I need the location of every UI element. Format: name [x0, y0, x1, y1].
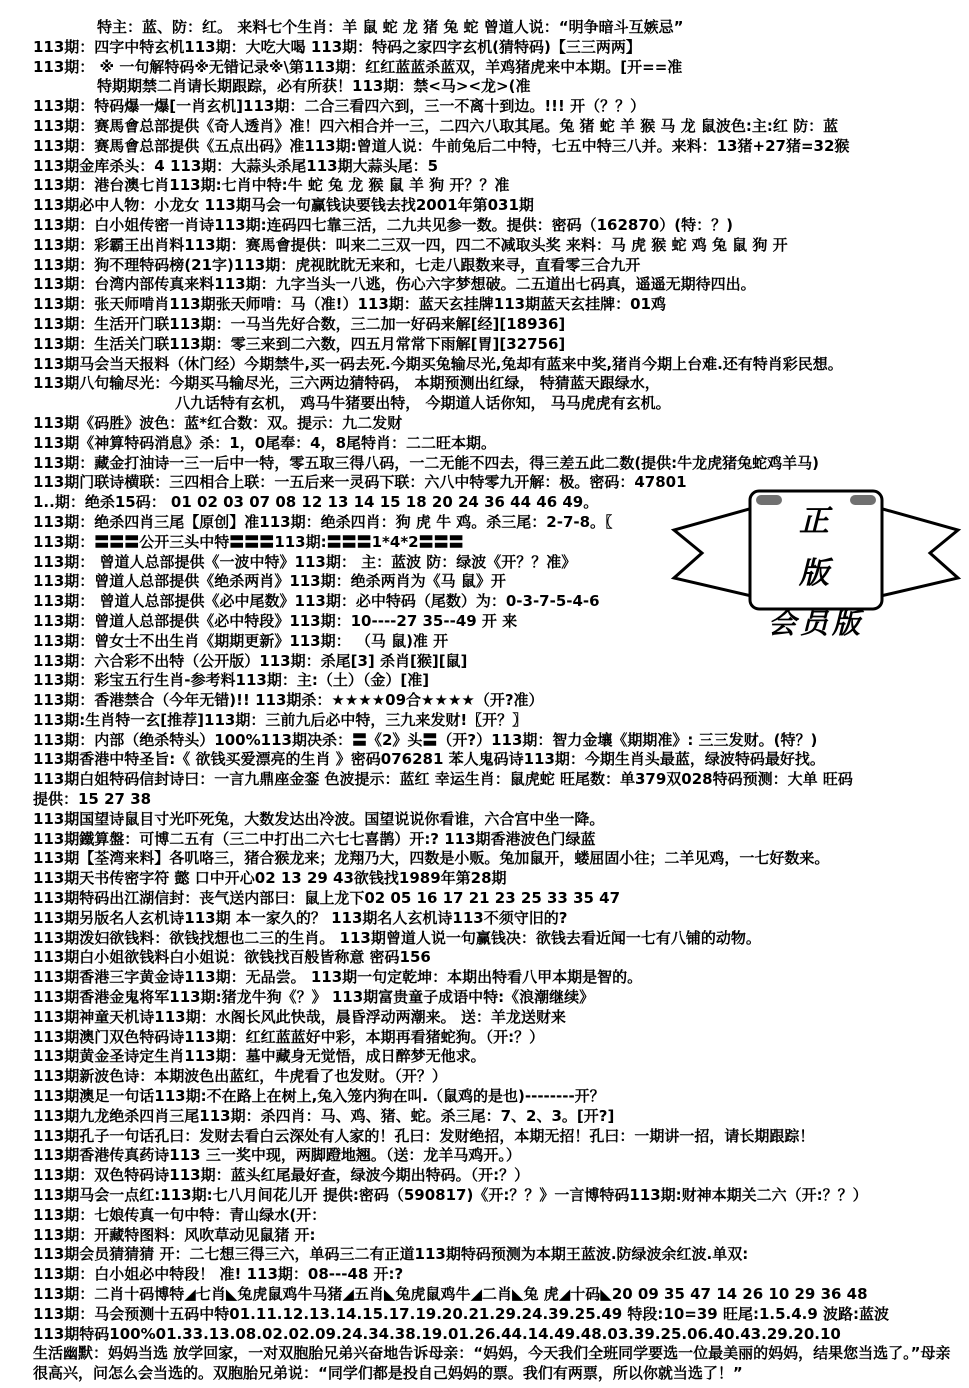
text-line: 八九话特有玄机， 鸡马牛猪要出特， 今期道人话你知， 马马虎虎有玄机。 [175, 394, 671, 413]
text-line: 113期：生活开门联113期：一马当先好合数，三二加一好码来解[经][18936] [33, 314, 566, 333]
text-line: 113期黄金圣诗定生肖113期：墓中藏身无觉悟，成日醉梦无他求。 [33, 1047, 486, 1066]
text-line: 113期：赛馬會总部提供《奇人透肖》准！四六相合并一三，二四六八取其尾。兔 猪 蛇 羊 猴 马 龙 鼠波色:主:红 防：蓝 [33, 116, 839, 135]
text-line: 113期：曾道人总部提供《绝杀两肖》113期：绝杀两肖为《马 鼠》开 [33, 572, 506, 591]
text-line: 113期孔子一句话孔曰：发财去看白云深处有人家的！孔曰：发财绝招，本期无招！孔曰：一期讲一招，请长期跟踪！ [33, 1126, 815, 1145]
text-line: 113期：生活关门联113期：零三来到二六数，四五月常常下雨解[胃][32756] [33, 334, 566, 353]
text-line: 113期国望诗鼠目寸光吓死兔，大数发达出冷波。国望说说你看谁，六合宫中坐一降。 [33, 809, 605, 828]
text-line: 113期香港三字黄金诗113期：无品尝。 113期一句定乾坤：本期出特看八甲本期是智的。 [33, 968, 643, 987]
text-line: 113期：台湾内部传真来料113期：九字当头一八逃，伤心六字梦想破。二五道出七码真，遥遥无期待四出。 [33, 275, 756, 294]
text-line: 113期白姐特码信封诗曰：一言九鼎座金銮 色波提示：蓝红 幸运生肖：鼠虎蛇 旺尾数：单379双028特码预测：大单 旺码 [33, 770, 853, 789]
text-line: 113期天书传密字符 懿 口中开心02 13 29 43欲钱找1989年第28期 [33, 869, 507, 888]
text-line: 113期：港台澳七肖113期:七肖中特:牛 蛇 兔 龙 猴 鼠 羊 狗 开？？准 [33, 176, 510, 195]
text-line: 113期必中人物：小龙女 113期马会一句赢钱诀要钱去找2001年第031期 [33, 196, 534, 215]
text-line: 113期【荃湾来料】各叽咯三，猪合猴龙来；龙翔乃大，四数是小贩。兔加鼠开，蝼屈固小往；二羊见鸡，一七好数来。 [33, 849, 830, 868]
text-line: 生活幽默：妈妈当选 放学回家，一对双胞胎兄弟兴奋地告诉母亲：“妈妈，今天我们全班同学要选一位最美丽的妈妈，结果您当选了。”母亲很高兴，问怎么会当选的。双胞胎兄弟说：“同学们都是投自己妈妈的票。我们有两票，所以你就当选了！” [33, 1344, 951, 1383]
text-line: 113期特码出江湖信封：丧气送内部曰：鼠上龙下02 05 16 17 21 23 25 33 35 47 [33, 889, 621, 908]
text-line: 113期：狗不理特码榜(21字)113期：虎视眈眈无来和，七走八跟数来寻，直看零三合九开 [33, 255, 641, 274]
text-line: 113期：〓〓〓公开三头中特〓〓〓113期:〓〓〓1*4*2〓〓〓 [33, 532, 464, 551]
text-line: 113期：双色特码诗113期：蓝头红尾最好查，绿波今期出特码。（开:？） [33, 1166, 530, 1185]
text-line: 113期：开藏特图料：风吹草动见鼠猪 开: [33, 1225, 316, 1244]
banner-text [750, 496, 882, 640]
text-line: 113期：赛馬會总部提供《五点出码》准113期:曾道人说：牛前兔后二中特，七五中特三八并。来料：13猪+27猪=32猴 [33, 136, 850, 155]
text-line: 113期香港中特圣旨:《 欲钱买爱漂亮的生肖 》密码076281 苯人鬼码诗113期：今期生肖头最蓝，绿波特码最好找。 [33, 750, 825, 769]
text-line: 113期鐵算盤：可博二五有（三二中打出二六七七喜鹊）开:? 113期香港波色门绿蓝 [33, 829, 596, 848]
banner-line-huiyuanban: 会员版 [767, 607, 864, 640]
text-line: 特主：蓝、防：红。 来料七个生肖：羊 鼠 蛇 龙 猪 兔 蛇 曾道人说：“明争暗斗互嫉忌” [97, 18, 684, 36]
text-line: 113期香港金鬼将军113期:猪龙牛狗《？》 113期富贵童子成语中特:《浪潮继续》 [33, 988, 595, 1007]
text-line: 113期马会一点红:113期:七八月间花儿开 提供:密码（590817)《开:？？》一言博特码113期:财神本期关二六（开:？？） [33, 1186, 868, 1205]
text-line: 113期白小姐欲钱料白小姐说：欲钱找百般皆称意 密码156 [33, 948, 431, 967]
text-line: 113期金库杀头：4 113期：大蒜头杀尾113期大蒜头尾：5 [33, 156, 439, 175]
text-line: 113期香港传真药诗113 三一奖中现，两脚蹬地翘。（送：龙羊马鸡开。） [33, 1146, 521, 1165]
text-line: 113期：绝杀四肖三尾【原创】准113期：绝杀四肖：狗 虎 牛 鸡。杀三尾：2-7-8。〖 [33, 512, 613, 531]
text-line: 113期：马会预测十五码中特01.11.12.13.14.15.17.19.20.21.29.24.39.25.49 特段:10=39 旺尾:1.5.4.9 波路:蓝波 [33, 1304, 890, 1323]
text-lines [33, 18, 965, 1384]
text-line: 提供：15 27 38 [33, 790, 152, 809]
text-line: 113期八句输尽光：今期买马输尽光，三六两边猜特码， 本期预测出红绿， 特猜蓝天跟绿水， [33, 374, 660, 393]
text-line: 113期：七娘传真一句中特：青山绿水(开： [33, 1205, 327, 1224]
text-line: 特期期禁二肖请长期跟踪，必有所获！113期：禁<马><龙>(准 [97, 77, 531, 96]
text-line: 113期：特码爆一爆[一肖玄机]113期：二合三看四六到，三一不离十到边。!!! 开（？？） [33, 97, 646, 116]
text-line: 113期：六合彩不出特（公开版）113期：杀尾[3] 杀肖[猴][鼠] [33, 651, 468, 670]
text-line: 113期：张天师啃肖113期张天师啃：马（准!）113期：蓝天玄挂牌113期蓝天玄挂牌：01鸡 [33, 295, 666, 314]
text-line: 113期神童天机诗113期：水阁长风此快哉，晨昏浮动两潮来。 送：羊龙送财来 [33, 1007, 566, 1026]
text-line: 113期：藏金打油诗一三一后中一特，零五取三得八码，一二无能不四去，得三差五此二数(提供:牛龙虎猪兔蛇鸡羊马) [33, 453, 820, 472]
text-line: 113期： 曾道人总部提供《一波中特》113期： 主：蓝波 防：绿波《开？？准》 [33, 552, 577, 571]
text-line: 113期泼妇欲钱料：欲钱找想也二三的生肖。 113期曾道人说一句赢钱决：欲钱去看近闻一七有八铺的动物。 [33, 928, 761, 947]
text-line: 113期： 曾道人总部提供《必中尾数》113期：必中特码（尾数）为：0-3-7-5-4-6 [33, 592, 600, 611]
text-line: 113期九龙绝杀四肖三尾113期：杀四肖：马、鸡、猪、蛇。杀三尾：7、2、3。[开?] [33, 1106, 615, 1125]
text-line: 113期：内部（绝杀特头）100%113期决杀：〓《2》头〓（开?）113期：智力金壤《期期准》: 三三发财。(特？) [33, 730, 818, 749]
member-edition-banner [670, 486, 962, 640]
text-line: 113期：彩宝五行生肖-参考料113期：主:（土）（金）[准] [33, 671, 430, 690]
banner-line-zhengban: 正版 [799, 504, 855, 591]
text-line: 113期澳足一句话113期:不在路上在树上,兔入笼内狗在叫.（鼠鸡的是也)--------开？ [33, 1087, 605, 1106]
text-line: 113期会员猜猜猜 开：二七想三得三六，单码三二有正道113期特码预测为本期王蓝波.防绿波余红波.单双: [33, 1245, 749, 1264]
text-line: 113期特码100%01.33.13.08.02.02.09.24.34.38.19.01.26.44.14.49.48.03.39.25.06.40.43.29.20.10 [33, 1324, 841, 1343]
text-line: 113期《码胜》波色：蓝*红合数：双。提示：九二发财 [33, 413, 403, 432]
text-line: 113期澳门双色特码诗113期：红红蓝蓝好中彩，本期再看猪蛇狗。（开:？） [33, 1027, 545, 1046]
text-line: 1..期：绝杀15码： 01 02 03 07 08 12 13 14 15 18 20 24 36 44 46 49。 [33, 493, 599, 512]
text-line: 113期：二肖十码博特◢七肖◣兔虎鼠鸡牛马猪◢五肖◣兔虎鼠鸡牛◢二肖◣兔 虎◢十码◣20 09 35 47 14 26 10 29 36 48 [33, 1285, 868, 1303]
text-line: 113期:生肖特一玄[推荐]113期：三前九后必中特，三九来发财!〖开？〗 [33, 710, 528, 729]
text-line: 113期门联诗横联：三四相合上联：一五后来一灵码下联：六八中特零九开解：极。密码：47801 [33, 473, 687, 492]
text-line: 113期：白小姐传密一肖诗113期:连码四七靠三活，二九共见参一数。提供：密码（162870）(特：？) [33, 215, 733, 234]
text-line: 113期：曾女士不出生肖《期期更新》113期： （马 鼠)准 开 [33, 631, 449, 650]
text-line: 113期：白小姐必中特段！ 准! 113期：08---48 开:? [33, 1265, 404, 1284]
text-line: 113期：彩霸王出肖料113期：赛馬會提供：叫来二三双一四，四二不减取头奖 来料：马 虎 猴 蛇 鸡 兔 鼠 狗 开 [33, 235, 788, 254]
text-line: 113期：香港禁合（今年无错)!! 113期杀：★★★★09合★★★★（开?准） [33, 691, 544, 710]
text-line: 113期新波色诗：本期波色出蓝红，牛虎看了也发财。（开？） [33, 1067, 447, 1086]
text-line: 113期另版名人玄机诗113期 本一家久的？ 113期名人玄机诗113不须守旧的? [33, 908, 568, 927]
text-line: 113期《神算特码消息》杀：1，0尾奉：4，8尾特肖：二二旺本期。 [33, 433, 497, 452]
text-line: 113期：四字中特玄机113期：大吃大喝 113期：特码之家四字玄机(猜特码)【三三两两】 [33, 37, 641, 56]
text-line: 113期：曾道人总部提供《必中特段》113期：10----27 35--49 开 来 [33, 611, 518, 630]
text-line: 113期马会当天报料（休门经）今期禁牛,买一码去死.今期买兔输尽光,兔却有蓝来中奖,猪肖今期上台难.还有特肖彩民想。 [33, 354, 843, 373]
text-line: 113期： ※ 一句解特码※无错记录※\第113期：红红蓝蓝杀蓝双，羊鸡猪虎来中本期。[开==准 [33, 57, 683, 76]
